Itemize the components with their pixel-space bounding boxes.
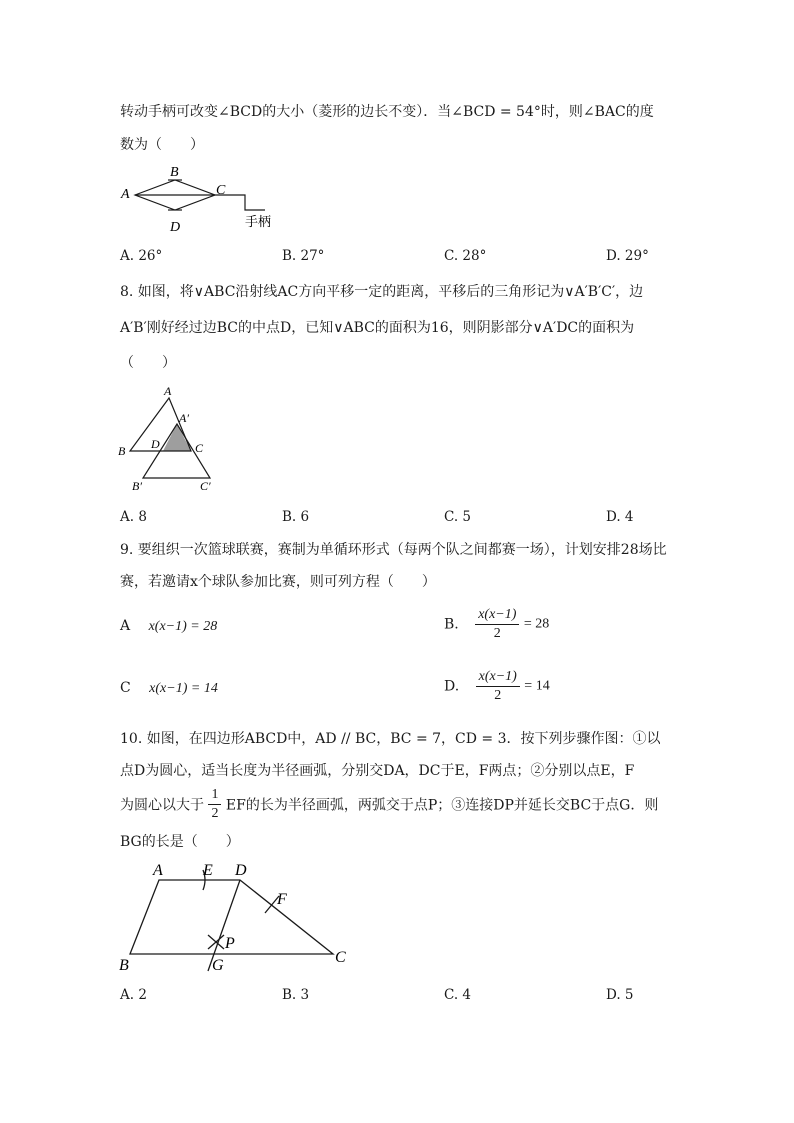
q9-option-d bbox=[444, 668, 550, 705]
label-p: P bbox=[225, 935, 235, 952]
q9-text-line2: 赛，若邀请x个球队参加比赛，则可列方程（ ） bbox=[120, 574, 436, 590]
line3-prefix: 为圆心以大于 bbox=[120, 797, 204, 814]
label-f: F bbox=[277, 891, 287, 908]
option-label: B. bbox=[444, 616, 459, 633]
q8-option-b: B. 6 bbox=[282, 509, 310, 525]
q10-option-a: A. 2 bbox=[120, 987, 147, 1003]
q8-option-c: C. 5 bbox=[444, 509, 472, 525]
option-expression: x(x−1) = 28 bbox=[148, 619, 218, 634]
q7-text-line1: 转动手柄可改变∠BCD的大小（菱形的边长不变）．当∠BCD = 54°时，则∠BAC的度 bbox=[120, 104, 654, 120]
q9-option-c bbox=[120, 680, 218, 697]
shaded-triangle-adc bbox=[163, 424, 191, 451]
q10-text-line4: BG的长是（ ） bbox=[120, 834, 240, 850]
label-e: E bbox=[203, 862, 213, 879]
option-fraction bbox=[475, 606, 519, 643]
label-b: B bbox=[119, 957, 129, 974]
q9-option-b bbox=[444, 606, 549, 643]
q7-rhombus-figure bbox=[115, 160, 285, 235]
option-rhs: = 14 bbox=[524, 678, 550, 694]
fraction-denominator: 2 bbox=[493, 626, 501, 641]
label-b: B bbox=[170, 165, 179, 180]
q10-option-b: B. 3 bbox=[282, 987, 310, 1003]
q10-text-line3 bbox=[120, 786, 658, 823]
label-handle: 手柄 bbox=[245, 215, 272, 230]
q10-text-line2: 点D为圆心，适当长度为半径画弧，分别交DA，DC于E，F两点；②分别以点E，F bbox=[120, 763, 635, 779]
label-d: D bbox=[151, 437, 160, 451]
label-a: A bbox=[121, 187, 130, 202]
label-a: A bbox=[164, 384, 172, 398]
half-fraction bbox=[208, 786, 221, 823]
label-a-prime: A′ bbox=[179, 411, 189, 425]
q8-text-line1: 8. 如图，将∨ABC沿射线AC方向平移一定的距离，平移后的三角形记为∨A′B′C′，边 bbox=[120, 284, 644, 300]
fraction-numerator: 1 bbox=[208, 786, 221, 805]
option-label: A bbox=[120, 618, 131, 634]
option-fraction bbox=[476, 668, 520, 705]
label-d: D bbox=[235, 862, 247, 879]
label-d: D bbox=[170, 220, 181, 235]
q7-text-line2: 数为（ ） bbox=[120, 137, 204, 153]
q10-option-c: C. 4 bbox=[444, 987, 472, 1003]
q7-option-b: B. 27° bbox=[282, 248, 325, 264]
option-rhs: = 28 bbox=[523, 616, 550, 632]
label-c-prime: C′ bbox=[200, 479, 211, 493]
label-a: A bbox=[153, 862, 163, 879]
q8-option-a: A. 8 bbox=[120, 509, 147, 525]
fraction-numerator: x(x−1) bbox=[476, 668, 520, 687]
q8-text-line2: A′B′刚好经过边BC的中点D，已知∨ABC的面积为16，则阴影部分∨A′DC的面积为 bbox=[120, 320, 635, 336]
line3-suffix: EF的长为半径画弧，两弧交于点P；③连接DP并延长交BC于点G．则 bbox=[225, 797, 659, 814]
fraction-denominator: 2 bbox=[211, 806, 219, 821]
q8-text-line3: （ ） bbox=[120, 355, 176, 371]
fraction-denominator: 2 bbox=[494, 688, 502, 703]
q8-option-d: D. 4 bbox=[606, 509, 634, 525]
q9-option-a bbox=[120, 618, 217, 635]
label-c: C bbox=[335, 949, 346, 966]
option-label: D. bbox=[444, 678, 460, 695]
label-c: C bbox=[195, 441, 204, 455]
label-c: C bbox=[216, 183, 226, 198]
q7-option-a: A. 26° bbox=[120, 248, 163, 264]
fraction-numerator: x(x−1) bbox=[475, 606, 519, 625]
q10-text-line1: 10. 如图，在四边形ABCD中，AD // BC，BC = 7，CD = 3．按下列步骤作图：①以 bbox=[120, 731, 661, 747]
option-label: C bbox=[120, 680, 131, 696]
q10-quadrilateral-figure bbox=[115, 858, 355, 978]
q9-text-line1: 9. 要组织一次篮球联赛，赛制为单循环形式（每两个队之间都赛一场），计划安排28场比 bbox=[120, 542, 667, 558]
q7-option-d: D. 29° bbox=[606, 248, 649, 264]
q10-option-d: D. 5 bbox=[606, 987, 634, 1003]
label-b: B bbox=[118, 444, 126, 458]
label-b-prime: B′ bbox=[132, 479, 142, 493]
q7-option-c: C. 28° bbox=[444, 248, 487, 264]
option-expression: x(x−1) = 14 bbox=[149, 681, 218, 696]
label-g: G bbox=[212, 957, 224, 974]
q8-translation-figure bbox=[115, 382, 225, 497]
